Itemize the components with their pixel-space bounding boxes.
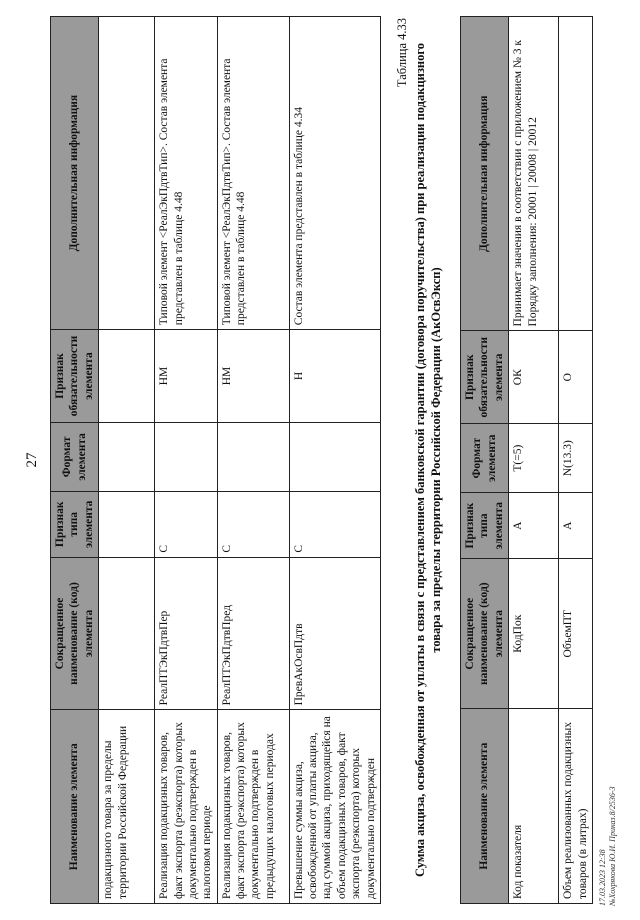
cell-mandatory: НМ xyxy=(217,330,289,423)
document-stamp xyxy=(598,787,617,907)
cell-format xyxy=(155,422,218,491)
header-element-type: Признак типа элемента xyxy=(51,491,99,557)
stamp-line-author: №Хохрякова Ю.И. Приказ.8/2536-3 xyxy=(607,786,617,906)
cell-mandatory: Н xyxy=(289,330,380,423)
cell-info xyxy=(559,17,593,331)
cell-name: подакцизного товара за пределы территории Российской Федерации xyxy=(99,710,155,904)
header-element-code: Сокращенное наименование (код) элемента xyxy=(461,559,509,709)
header-element-name: Наименование элемента xyxy=(461,709,509,904)
elements-table-continued xyxy=(50,16,381,904)
cell-code: РеалПТЭкПдтвПред xyxy=(217,557,289,710)
cell-type: С xyxy=(289,491,380,557)
table-row xyxy=(99,17,155,904)
cell-code: ОбъемПТ xyxy=(559,559,593,709)
header-element-format: Формат элемента xyxy=(461,424,509,493)
cell-name: Превышение суммы акциза, освобожденной от уплаты акциза, над суммой акциза, приходящейся на объем подакцизных товаров, факт экспорта (реэкспорта) которых документально подтвержден xyxy=(289,710,380,904)
header-element-format: Формат элемента xyxy=(51,422,99,491)
cell-code: ПревАкОсвПдтв xyxy=(289,557,380,710)
table-number: Таблица 4.33 xyxy=(395,18,409,88)
cell-info: Типовой элемент <РеалЭкПдтвТип>. Состав элемента представлен в таблице 4.48 xyxy=(155,17,218,330)
cell-format xyxy=(289,422,380,491)
table-header-row xyxy=(461,17,509,904)
cell-type xyxy=(99,491,155,557)
cell-info: Типовой элемент <РеалЭкПдтвТип>. Состав элемента представлен в таблице 4.48 xyxy=(217,17,289,330)
cell-info: Состав элемента представлен в таблице 4.34 xyxy=(289,17,380,330)
header-element-code: Сокращенное наименование (код) элемента xyxy=(51,557,99,710)
cell-mandatory: ОК xyxy=(509,331,559,424)
cell-format: N(13.3) xyxy=(559,424,593,493)
cell-type: А xyxy=(509,493,559,559)
cell-type: А xyxy=(559,493,593,559)
cell-code xyxy=(99,557,155,710)
table-row xyxy=(155,17,218,904)
header-element-type: Признак типа элемента xyxy=(461,493,509,559)
header-element-mandatory: Признак обязательности элемента xyxy=(461,331,509,424)
cell-name: Реализация подакцизных товаров, факт экспорта (реэкспорта) которых документально подтвержден в налоговом периоде xyxy=(155,710,218,904)
cell-mandatory: НМ xyxy=(155,330,218,423)
cell-format xyxy=(217,422,289,491)
header-element-name: Наименование элемента xyxy=(51,710,99,904)
table-header-row xyxy=(51,17,99,904)
cell-mandatory: О xyxy=(559,331,593,424)
page-number: 27 xyxy=(24,452,40,468)
table-row xyxy=(559,17,593,904)
cell-code: РеалПТЭкПдтвПер xyxy=(155,557,218,710)
cell-type: С xyxy=(155,491,218,557)
cell-name: Реализация подакцизных товаров, факт экспорта (реэкспорта) которых документально подтвержден в предыдущих налоговых периодах xyxy=(217,710,289,904)
stamp-line-date: 17.03.2023 12:38 xyxy=(598,849,607,906)
header-additional-info: Дополнительная информация xyxy=(51,17,99,330)
table-row xyxy=(509,17,559,904)
table-caption: Сумма акциза, освобожденная от уплаты в связи с представлением банковской гарантии (договора поручительства) при реализации подакцизного товара за пределы территории Российской Федерации (АкОсвЭксп) xyxy=(413,43,444,877)
table-row xyxy=(289,17,380,904)
table-row xyxy=(217,17,289,904)
cell-info xyxy=(99,17,155,330)
header-additional-info: Дополнительная информация xyxy=(461,17,509,331)
cell-format: Т(=5) xyxy=(509,424,559,493)
header-element-mandatory: Признак обязательности элемента xyxy=(51,330,99,423)
cell-info: Принимает значения в соответствии с приложением № 3 к Порядку заполнения: 20001 | 20008 | 20012 xyxy=(509,17,559,331)
cell-code: КодПок xyxy=(509,559,559,709)
cell-type: С xyxy=(217,491,289,557)
cell-format xyxy=(99,422,155,491)
akosveksp-table xyxy=(460,16,593,904)
cell-name: Код показателя xyxy=(509,709,559,904)
cell-name: Объем реализованных подакцизных товаров (в литрах) xyxy=(559,709,593,904)
cell-mandatory xyxy=(99,330,155,423)
